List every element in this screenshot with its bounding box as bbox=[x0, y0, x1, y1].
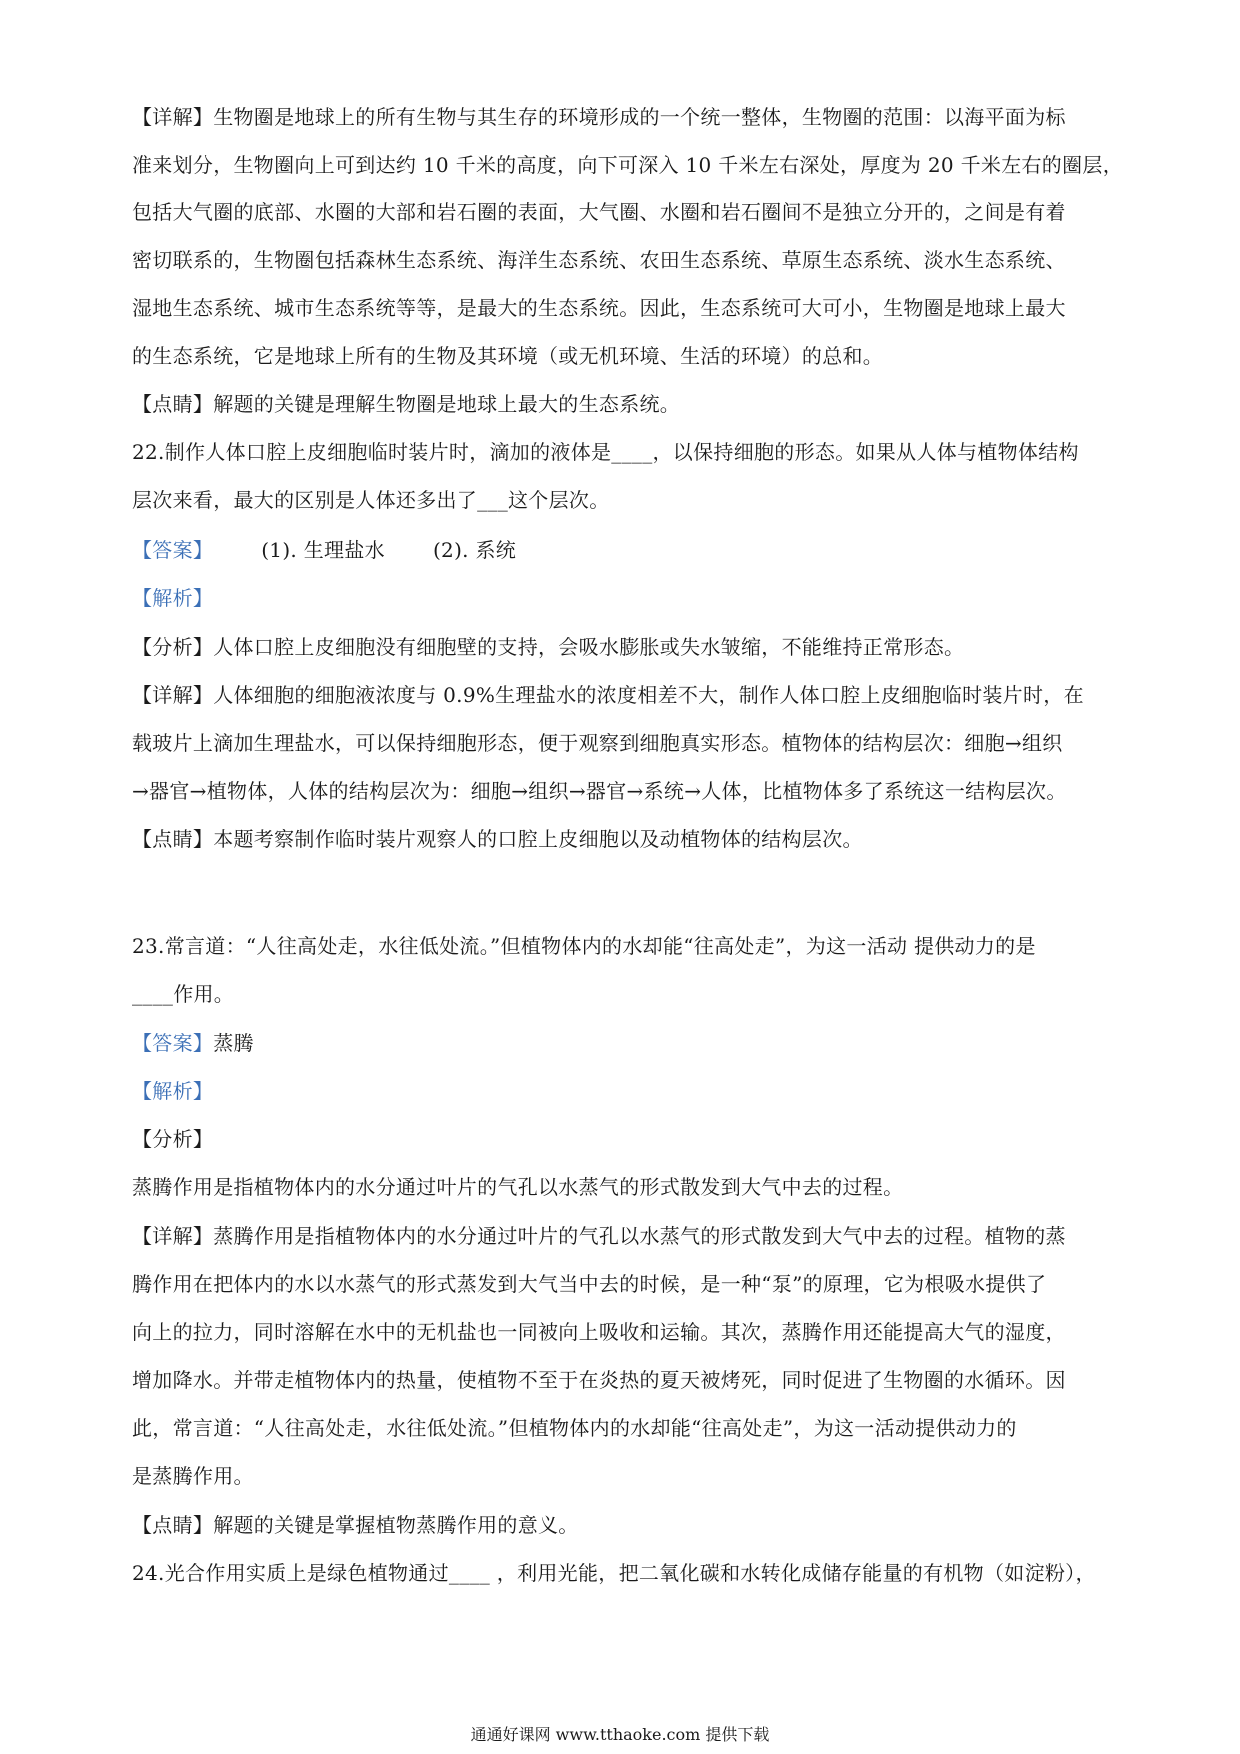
text-line: 准来划分，生物圈向上可到达约 10 千米的高度，向下可深入 10 千米左右深处，厚度为 20 千米左右的圈层， bbox=[132, 153, 1123, 177]
text-line: 的生态系统，它是地球上所有的生物及其环境（或无机环境、生活的环境）的总和。 bbox=[132, 344, 884, 368]
answer-label: 【答案】 bbox=[132, 538, 214, 562]
text-line: 【点睛】本题考察制作临时装片观察人的口腔上皮细胞以及动植物体的结构层次。 bbox=[132, 827, 863, 851]
analysis-label: 【解析】 bbox=[132, 1079, 214, 1103]
question-24: 24.光合作用实质上是绿色植物通过____ ，利用光能，把二氧化碳和水转化成储存能量的有机物（如淀粉）， bbox=[132, 1561, 1096, 1585]
answer-part-2: (2). 系统 bbox=[432, 538, 517, 562]
page-footer: 通通好课网 www.tthaoke.com 提供下载 bbox=[470, 1725, 770, 1744]
question-23-cont: ____作用。 bbox=[132, 982, 235, 1006]
text-line: 蒸腾作用是指植物体内的水分通过叶片的气孔以水蒸气的形式散发到大气中去的过程。 bbox=[132, 1175, 904, 1199]
text-line: 【分析】 bbox=[132, 1127, 214, 1151]
text-line: →器官→植物体，人体的结构层次为：细胞→组织→器官→系统→人体，比植物体多了系统这一结构层次。 bbox=[132, 779, 1067, 803]
analysis-label: 【解析】 bbox=[132, 586, 214, 610]
answer-part-1: (1). 生理盐水 bbox=[261, 538, 385, 562]
q22-answer-line bbox=[132, 536, 1128, 564]
question-23: 23.常言道：“人往高处走，水往低处流。”但植物体内的水却能“往高处走”，为这一活动 提供动力的是 bbox=[132, 934, 1036, 958]
text-line: 【分析】人体口腔上皮细胞没有细胞壁的支持，会吸水膨胀或失水皱缩，不能维持正常形态。 bbox=[132, 635, 965, 659]
text-line: 【详解】蒸腾作用是指植物体内的水分通过叶片的气孔以水蒸气的形式散发到大气中去的过程。植物的蒸 bbox=[132, 1224, 1066, 1248]
text-line: 向上的拉力，同时溶解在水中的无机盐也一同被向上吸收和运输。其次，蒸腾作用还能提高大气的湿度， bbox=[132, 1320, 1066, 1344]
text-line: 此，常言道：“人往高处走，水往低处流。”但植物体内的水却能“往高处走”，为这一活动提供动力的 bbox=[132, 1416, 1017, 1440]
answer-label: 【答案】 bbox=[132, 1031, 214, 1055]
question-22-cont: 层次来看，最大的区别是人体还多出了___这个层次。 bbox=[132, 488, 610, 512]
text-line: 包括大气圈的底部、水圈的大部和岩石圈的表面，大气圈、水圈和岩石圈间不是独立分开的，之间是有着 bbox=[132, 200, 1066, 224]
text-line: 密切联系的，生物圈包括森林生态系统、海洋生态系统、农田生态系统、草原生态系统、淡水生态系统、 bbox=[132, 248, 1066, 272]
text-line: 【点睛】解题的关键是掌握植物蒸腾作用的意义。 bbox=[132, 1513, 579, 1537]
text-line: 【详解】生物圈是地球上的所有生物与其生存的环境形成的一个统一整体，生物圈的范围：以海平面为标 bbox=[132, 105, 1066, 129]
question-22: 22.制作人体口腔上皮细胞临时装片时，滴加的液体是____，以保持细胞的形态。如果从人体与植物体结构 bbox=[132, 440, 1079, 464]
text-line: 是蒸腾作用。 bbox=[132, 1464, 254, 1488]
text-line: 湿地生态系统、城市生态系统等等，是最大的生态系统。因此，生态系统可大可小，生物圈是地球上最大 bbox=[132, 296, 1066, 320]
text-line: 【详解】人体细胞的细胞液浓度与 0.9%生理盐水的浓度相差不大，制作人体口腔上皮细胞临时装片时，在 bbox=[132, 683, 1084, 707]
text-line: 增加降水。并带走植物体内的热量，使植物不至于在炎热的夏天被烤死，同时促进了生物圈的水循环。因 bbox=[132, 1368, 1066, 1392]
text-line: 【点睛】解题的关键是理解生物圈是地球上最大的生态系统。 bbox=[132, 392, 681, 416]
text-line: 腾作用在把体内的水以水蒸气的形式蒸发到大气当中去的时候，是一种“泵”的原理，它为根吸水提供了 bbox=[132, 1272, 1047, 1296]
text-line: 载玻片上滴加生理盐水，可以保持细胞形态，便于观察到细胞真实形态。植物体的结构层次：细胞→组织 bbox=[132, 731, 1063, 755]
answer-text: 蒸腾 bbox=[213, 1031, 254, 1055]
q23-answer-line bbox=[132, 1029, 1128, 1057]
